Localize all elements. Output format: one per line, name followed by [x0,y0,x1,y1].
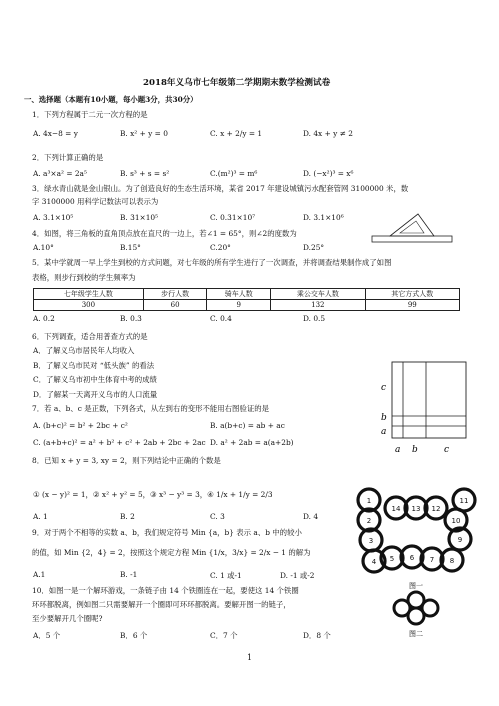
q1-option-a: A. 4x−8 = y [33,129,78,138]
page-number: 1 [246,653,253,662]
fig-label: b [381,413,387,423]
ring-number: 4 [371,558,377,566]
q6-option-c: C．了解义乌市初中生体育中考的成绩 [33,375,157,384]
q10-chain-figure [352,484,492,644]
q3-option-d: D. 3.1×10⁶ [303,213,344,222]
q4-triangle-ruler-figure [368,212,458,250]
table-cell: 99 [365,300,459,311]
ring-number: 14 [391,505,401,513]
ring-number: 11 [459,497,469,505]
q2-option-b: B. s³ + s = s² [120,169,170,178]
q6-stem: 6．下列调查，适合用普查方式的是 [32,332,148,341]
q9-line2: 的值，如 Min {2，4} = 2，按照这个规定方程 Min {1/x，3/x} = 2/x − 1 的解为 [32,548,311,557]
q8-stem: 8．已知 x + y = 3, xy = 2，则下列结论中正确的个数是 [32,456,221,465]
q9-option-a: A.1 [33,570,46,579]
table-cell: 300 [34,300,144,311]
q10-option-c: C．7 个 [210,631,238,640]
table-header-cell: 七年级学生人数 [34,289,144,300]
fig-label: a [395,445,401,455]
q3-option-c: C. 0.31×10⁷ [210,213,256,222]
q4-option-c: C.20° [210,243,231,252]
table-header-cell: 步行人数 [143,289,207,300]
q6-option-d: D．了解某一天离开义乌市的人口流量 [33,390,158,399]
q1-option-b: B. x² + y = 0 [120,129,168,138]
q10-line2: 环环都脱离，例如图二只需要解开一个圈即可环环都脱离。要解开图一的链子， [32,600,291,609]
ring-shape [408,608,424,624]
q5-line2: 表格，则步行到校的学生频率为 [32,273,136,282]
fig-label: b [412,445,418,455]
q4-stem: 4．如图，将三角板的直角顶点放在直尺的一边上，若∠1 = 65°，则∠2的度数为 [32,229,297,238]
q2-option-a: A. a³×a² = 2a⁵ [33,169,87,178]
ring-number: 1 [366,497,372,505]
q7-stem: 7．若 a、b、c 是正数，下列各式，从左到右的变形不能用右图验证的是 [32,404,270,413]
triangle-shape [390,214,434,236]
q3-option-b: B. 31×10⁵ [120,213,159,222]
table-cell: 132 [271,300,365,311]
fig-label: c [381,383,387,393]
q9-option-d: D. -1 或-2 [280,571,315,580]
q9-option-b: B. -1 [120,570,138,579]
q8-option-a: A. 1 [33,512,48,521]
q5-option-b: B. 0.3 [120,314,142,323]
q10-option-b: B．6 个 [120,631,148,640]
q7-option-d: D. a² + 2ab = a(a+2b) [210,438,294,447]
figure-two-label: 图二 [409,630,423,638]
ruler-shape [372,236,452,242]
fig-label: a [381,427,387,437]
q10-line1: 10．如图一是一个解环游戏，一条链子由 14 个铁圈连在一起，要使这 14 个铁圈 [32,586,299,595]
table-header-cell: 乘公交车人数 [271,289,365,300]
ring-number: 6 [409,554,415,562]
q8-option-c: C. 3 [210,512,225,521]
ring-number: 12 [431,505,441,513]
q7-option-a: A. (b+c)² = b² + 2bc + c² [33,421,128,430]
table-row [34,300,460,311]
table-header-row [34,289,460,300]
table-header-cell: 骑车人数 [207,289,271,300]
triangle-inner-shape [400,221,424,233]
section-heading: 一、选择题（本题有10小题，每小题3分，共30分） [24,95,198,104]
q8-items: ① (x − y)² = 1，② x² + y² = 5，③ x³ − y³ = 3，④ 1/x + 1/y = 2/3 [33,490,273,499]
q5-table [33,288,460,311]
q6-option-b: B．了解义乌市民对 “低头族” 的看法 [33,361,155,370]
q1-option-c: C. x + 2/y = 1 [210,129,263,138]
q3-line1: 3．绿水青山就是金山银山。为了创造良好的生态生活环境，某省 2017 年建设城镇污水配套管网 3100000 米，数 [32,184,409,193]
q4-option-b: B.15° [120,243,141,252]
ring-number: 2 [366,517,372,525]
table-cell: 60 [143,300,207,311]
q7-square-figure [372,360,472,460]
q5-option-a: A. 0.2 [33,314,55,323]
q1-stem: 1．下列方程属于二元一次方程的是 [32,110,148,119]
q8-option-d: D. 4 [303,512,319,521]
q7-option-b: B. a(b+c) = ab + ac [210,421,285,430]
q9-line1: 9．对于两个不相等的实数 a、b，我们规定符号 Min {a，b} 表示 a、b 中的较小 [32,528,302,537]
q4-option-d: D.25° [303,243,325,252]
ring-number: 8 [449,557,455,565]
ring-number: 9 [457,536,463,544]
table-cell: 9 [207,300,271,311]
ring-number: 7 [429,556,435,564]
q2-stem: 2．下列计算正确的是 [32,153,104,162]
q4-option-a: A.10° [33,243,54,252]
ring-number: 5 [389,555,395,563]
q3-option-a: A. 3.1×10⁵ [33,213,74,222]
q3-line2: 字 3100000 用科学记数法可以表示为 [32,197,159,206]
q2-option-c: C.(m²)³ = m⁶ [210,169,258,178]
fig-label: c [444,445,450,455]
ring-number: 13 [411,505,421,513]
q5-line1: 5．某中学就周一早上学生到校的方式问题，对七年级的所有学生进行了一次调查，并将调查结果制作成了如图 [32,258,392,267]
q6-option-a: A．了解义乌市居民年人均收入 [33,346,135,355]
q8-option-b: B. 2 [120,512,135,521]
q5-option-d: D. 0.5 [303,314,326,323]
q10-option-a: A．5 个 [33,631,61,640]
q10-option-d: D．8 个 [303,631,331,640]
q5-option-c: C. 0.4 [210,314,232,323]
q1-option-d: D. 4x + y ≠ 2 [303,129,353,138]
page-title: 2018年义乌市七年级第二学期期末数学检测试卷 [143,78,331,88]
ring-number: 3 [368,537,374,545]
q2-option-d: D. (−x²)³ = x⁶ [303,169,354,178]
ring-number: 10 [451,517,461,525]
q7-option-c: C. (a+b+c)² = a² + b² + c² + 2ab + 2bc + 2ac [33,438,206,447]
q10-line3: 至少要解开几个圈呢? [32,614,103,623]
table-header-cell: 其它方式人数 [365,289,459,300]
q9-option-c: C. 1 或-1 [210,571,242,580]
figure-one-label: 图一 [409,582,423,590]
